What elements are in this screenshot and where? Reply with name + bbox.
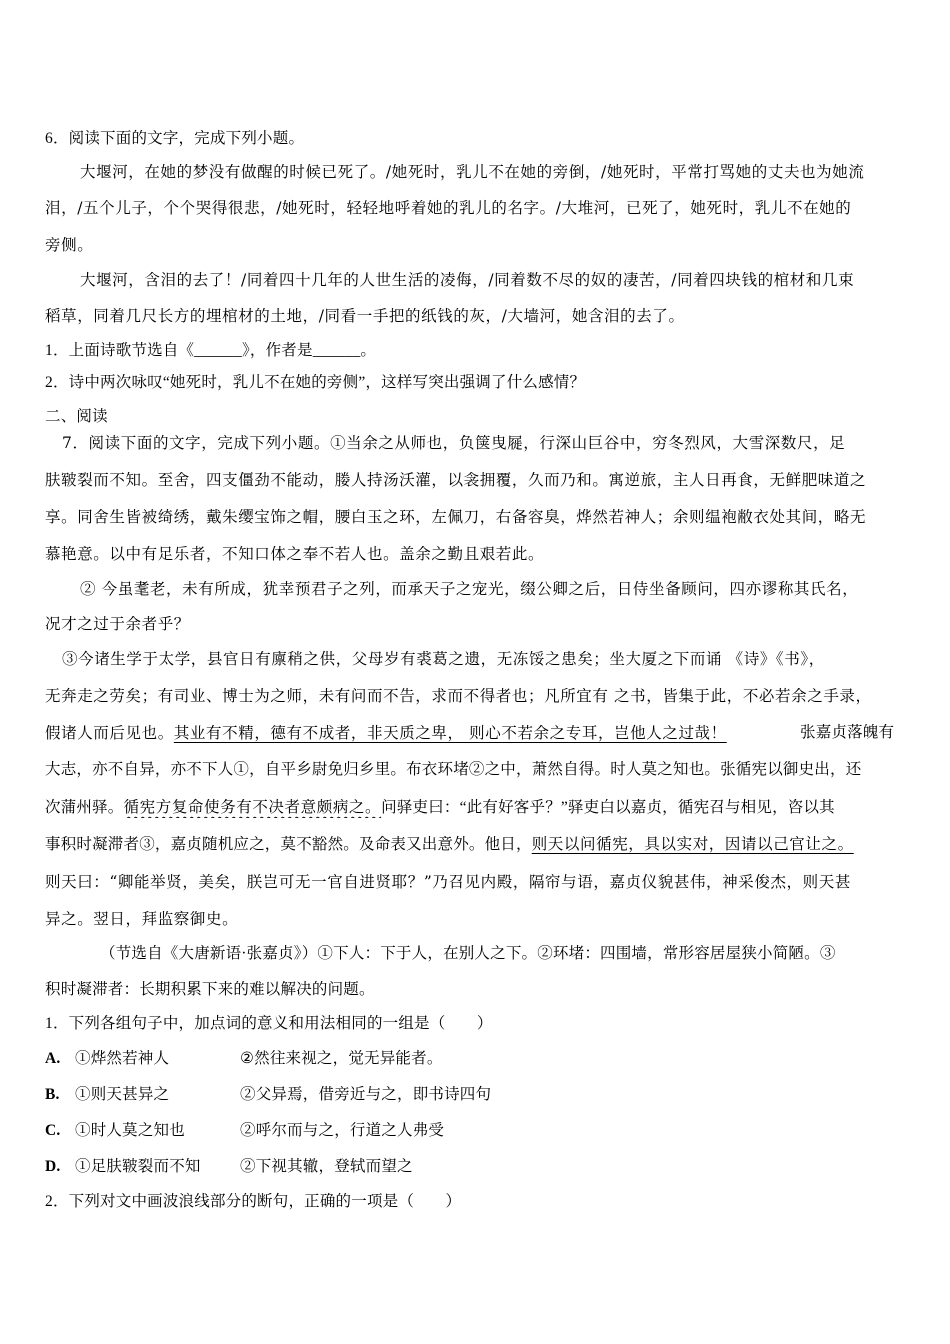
- section-heading: 二、阅读: [45, 408, 108, 425]
- passage-line: 慕艳意。以中有足乐者，不知口体之奉不若人也。盖余之勤且艰若此。: [45, 545, 545, 563]
- passage-line: 异之。翌日，拜监察御史。: [45, 910, 239, 928]
- option-label: B.: [45, 1086, 60, 1103]
- passage-line: 况才之过于余者乎？: [45, 615, 190, 633]
- poem-line: 大堰河，在她的梦没有做醒的时候已死了。/她死时，乳儿不在她的旁倒，/她死时，平常打骂她的丈夫也为她流: [80, 163, 865, 181]
- option-c: C. ①时人莫之知也 ②呼尔而与之，行道之人弗受: [45, 1122, 445, 1139]
- passage-line: 享。同舍生皆被绮绣，戴朱缨宝饰之帽，腰白玉之环，左佩刀，右备容臭，烨然若神人；余则缊袍敝衣处其间，略无: [45, 508, 867, 526]
- q6-sub1: 1．上面诗歌节选自《______》，作者是______。: [45, 342, 377, 359]
- passage-line: 无奔走之劳矣；有司业、博士为之师，未有问而不告，求而不得者也；凡所宜有 之书，皆集于此，不必若余之手录，: [45, 687, 872, 705]
- poem-line: 稻草，同着几尺长方的埋棺材的土地，/同看一手把的纸钱的灰，/大墙河，她含泪的去了。: [45, 307, 685, 325]
- passage-line: ② 今虽耄老，未有所成，犹幸预君子之列，而承天子之宠光，缀公卿之后，日侍坐备顾问，四亦谬称其氏名，: [80, 580, 859, 598]
- option-label: D.: [45, 1158, 61, 1175]
- passage-line: ③今诸生学于太学，县官日有廪稍之供，父母岁有裘葛之遗，无冻馁之患矣；坐大厦之下而诵 《诗》《书》，: [62, 650, 825, 668]
- passage-text: 假诸人而后见也。: [45, 724, 174, 742]
- option-b: B. ①则天甚异之 ②父异焉，借旁近与之，即书诗四句: [45, 1086, 492, 1103]
- passage-line: [45, 797, 905, 818]
- passage-line: 7．阅读下面的文字，完成下列小题。①当余之从师也，负箧曳屣，行深山巨谷中，穷冬烈风，大雪深数尺，足: [62, 434, 846, 452]
- poem-line: 大堰河，含泪的去了！/同着四十几年的人世生活的凌侮，/同着数不尽的奴的凄苦，/同着四块钱的棺材和几束: [80, 271, 855, 289]
- option-d: D. ①足肤皲裂而不知 ②下视其辙，登轼而望之: [45, 1158, 413, 1175]
- passage-line: 则天曰：“卿能举贤，美矣，朕岂可无一官自进贤耶？”乃召见内殿，隔帘与语，嘉贞仪貌甚伟，神采俊杰，则天甚: [45, 873, 851, 891]
- option-label: C.: [45, 1122, 61, 1139]
- passage-text: 事积时凝滞者③，嘉贞随机应之，莫不豁然。及命表又出意外。他日，: [45, 836, 532, 853]
- poem-line: 旁侧。: [45, 236, 94, 254]
- question-stem: 1．下列各组句子中，加点词的意义和用法相同的一组是（ ）: [45, 1015, 493, 1032]
- underlined-sentence: 其业有不精，德有不成者，非天质之卑， 则心不若余之专耳，岂他人之过哉！: [173, 724, 727, 742]
- passage-text: 次蒲州驿。: [45, 799, 124, 816]
- source-note: 积时凝滞者：长期积累下来的难以解决的问题。: [45, 981, 375, 998]
- q6-heading: 6．阅读下面的文字，完成下列小题。: [45, 130, 305, 147]
- option-label: A.: [45, 1050, 61, 1067]
- question-stem: 2．下列对文中画波浪线部分的断句，正确的一项是（ ）: [45, 1193, 462, 1210]
- passage-line: [45, 834, 905, 855]
- passage-text: 张嘉贞落魄有: [800, 724, 895, 741]
- underlined-sentence: 则天以问循宪，具以实对，因请以己官让之。: [531, 835, 854, 853]
- option-a: A. ①烨然若神人 ②然往来视之，觉无异能者。: [45, 1050, 443, 1067]
- passage-line: [45, 723, 905, 743]
- poem-line: 泪，/五个儿子，个个哭得很悲，/她死时，轻轻地呼着她的乳儿的名字。/大堆河，已死了，她死时，乳儿不在她的: [45, 199, 852, 217]
- q6-sub2: 2．诗中两次咏叹“她死时，乳儿不在她的旁侧”，这样写突出强调了什么感情？: [45, 374, 586, 391]
- passage-line: 肤皲裂而不知。至舍，四支僵劲不能动，媵人持汤沃灌，以衾拥覆，久而乃和。寓逆旅，主人日再食，无鲜肥味道之: [45, 471, 867, 489]
- source-note: （节选自《大唐新语·张嘉贞》）①下人：下于人，在别人之下。②环堵：四围墙，常形容居屋狭小简陋。③: [100, 945, 836, 962]
- passage-line: 大志，亦不自异，亦不下人①，自平乡尉免归乡里。布衣环堵②之中，萧然自得。时人莫之知也。张循宪以御史出，还: [45, 761, 862, 778]
- wavy-underlined-sentence: 循宪方复命使务有不决者意颇病之。: [123, 798, 382, 816]
- passage-text: 问驿吏曰：“此有好客乎？”驿吏白以嘉贞，循宪召与相见，咨以其: [381, 799, 835, 816]
